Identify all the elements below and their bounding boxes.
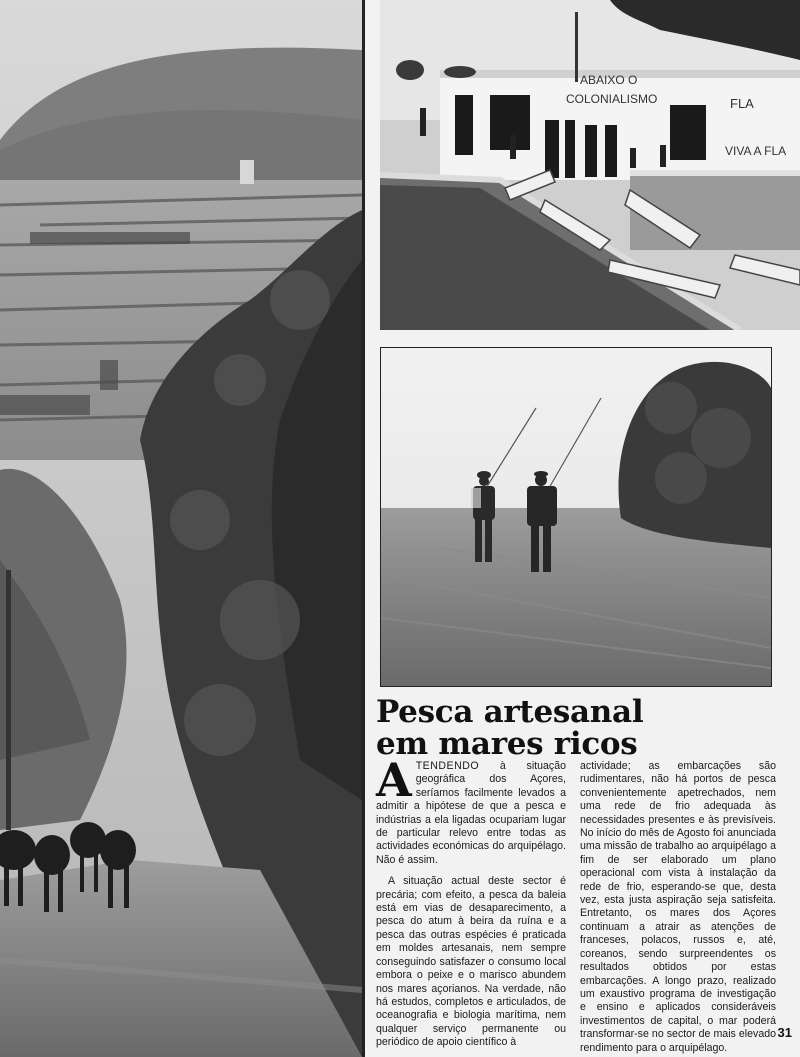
drop-cap: A [376, 753, 412, 807]
graffiti-line2: COLONIALISMO [566, 92, 658, 106]
harbor-boats-photo [380, 0, 800, 330]
harbor-illustration [380, 0, 800, 330]
paragraph-1-text: à situação geográfica dos Açores, seríamos facilmente levados a admitir a hipótese de que a pesca e indústrias a ela ligadas ocupariam lugar de particular relevo entre todas as actividades económicas do arquipélago. Não é assim. [376, 760, 566, 866]
fishermen-walking-photo [380, 347, 772, 687]
graffiti-line1: ABAIXO O [580, 73, 638, 87]
paragraph-1 [376, 753, 566, 867]
article-headline [376, 696, 796, 760]
lead-word: TENDENDO [415, 760, 480, 772]
rural-road-cattle-photo [0, 0, 362, 1057]
graffiti-line4: VIVA A FLA [725, 144, 787, 158]
column-divider [362, 0, 365, 1057]
graffiti-line3: FLA [730, 96, 754, 111]
rural-road-cattle-illustration [0, 0, 362, 1057]
headline-line2: em mares ricos [376, 726, 638, 762]
fishermen-illustration [381, 348, 771, 686]
headline-line1: Pesca artesanal [376, 694, 644, 730]
article-column-1 [376, 753, 566, 1050]
article-column-2 [580, 760, 776, 1055]
paragraph-2: A situação actual deste sector é precária; com efeito, a pesca da baleia está em vias de desaparecimento, a pesca do atum à beira da ruína e a pesca das outras espécies é praticada em moldes artesanais, nem sempre conseguindo satisfazer o consumo local embora o peixe e o marisco abundem nos mares açorianos. Na verdade, não há estudos, completos e articulados, de oceanografia e biologia marítima, nem qualquer serviço permanente ou periódico de apoio científico à [376, 875, 566, 1049]
page-number: 31 [777, 1025, 792, 1040]
paragraph-3: actividade; as embarcações são rudimentares, não há portos de pesca convenientemente apetrechados, nem uma rede de frio adequada às necessidades presentes e às previsíveis. No início do mês de Agosto foi anunciada uma missão de trabalho ao arquipélago a fim de ser elaborado um plano operacional com vista à instalação da rede de frio, esperando-se que, desta vez, esta justa aspiração seja satisfeita. Entretanto, os mares dos Açores continuam a atrair as atenções de franceses, polacos, russos e, até, coreanos, sendo surpreendentes os resultados obtidos por estas embarcações. A longo prazo, realizado um exaustivo programa de investigação e ensino e aplicados consideráveis investimentos de capital, o mar poderá transformar-se no sector de mais elevado rendimento para o arquipélago. [580, 760, 776, 1054]
